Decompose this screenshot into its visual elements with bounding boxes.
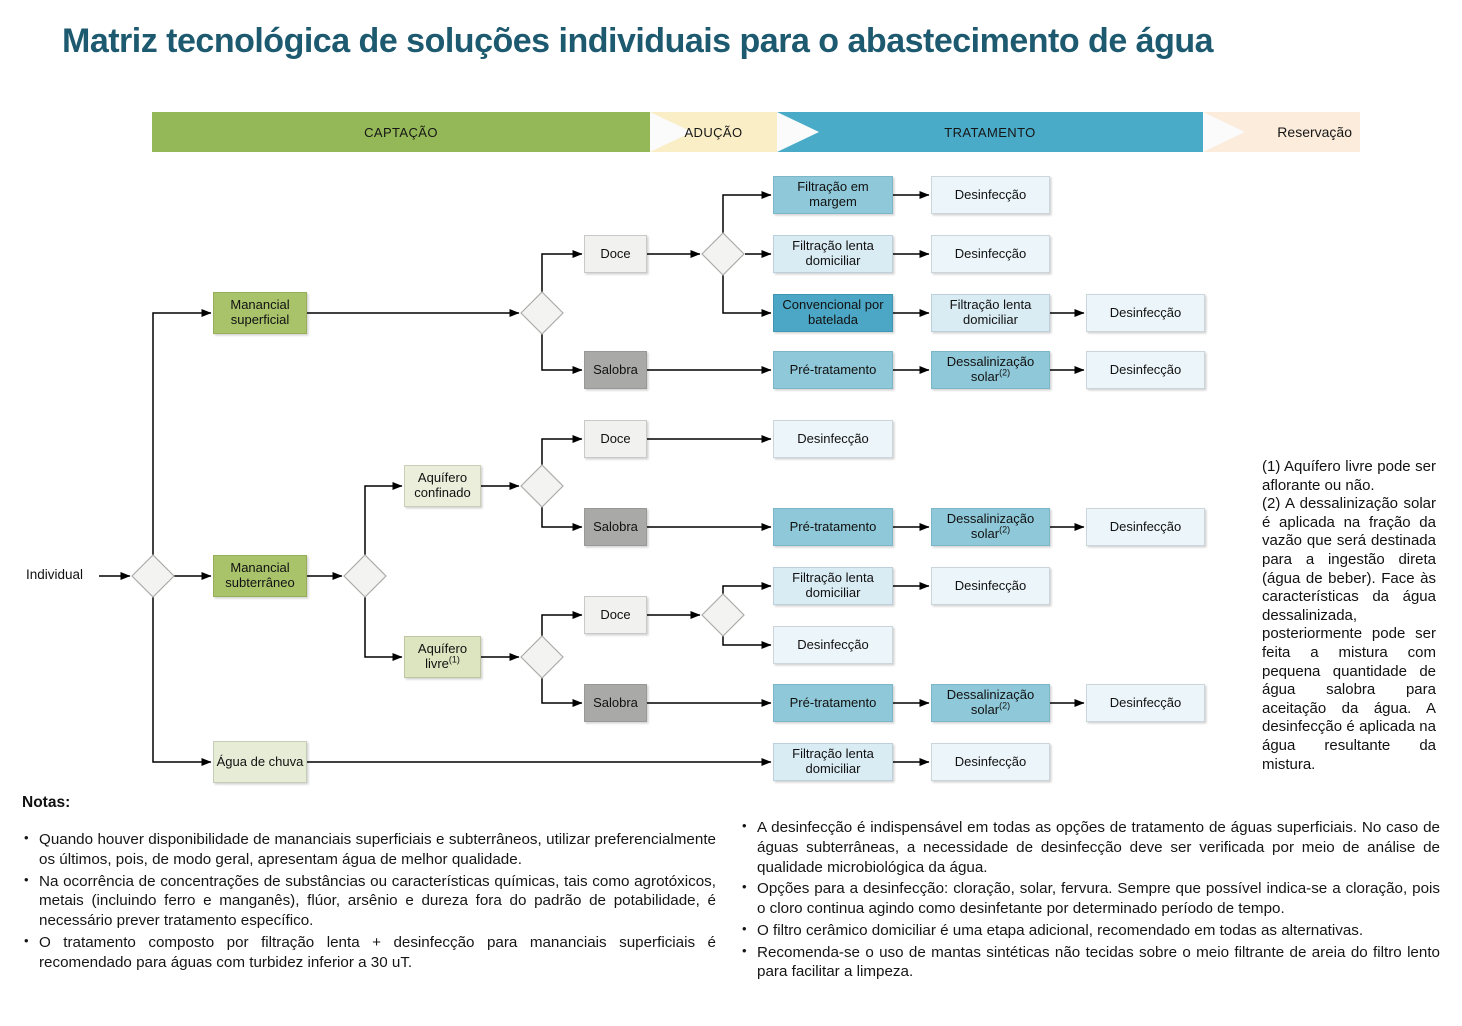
- notes-heading: Notas:: [22, 794, 71, 811]
- decision-diamond: [702, 233, 744, 275]
- node-doce: Doce: [584, 596, 647, 634]
- node-desinfeccao: Desinfecção: [931, 176, 1050, 214]
- node-aquifero-confinado: Aquífero confinado: [404, 465, 481, 507]
- decision-diamond: [702, 594, 744, 636]
- process-banner: [152, 112, 1360, 152]
- node-aquifero-livre: Aquífero livre$^{(1)}$: [404, 636, 481, 678]
- node-desinfeccao: Desinfecção: [931, 567, 1050, 605]
- banner-label-captacao: CAPTAÇÃO: [364, 124, 438, 140]
- node-filtracao-lenta-domiciliar: Filtração lenta domiciliar: [773, 743, 893, 781]
- node-convencional-por-batelada: Convencional por batelada: [773, 294, 893, 332]
- node-salobra: Salobra: [584, 684, 647, 722]
- note-item: • O filtro cerâmico domiciliar é uma etapa adicional, recomendado em todas as alternativas.: [740, 921, 1440, 941]
- start-label: Individual: [26, 567, 84, 582]
- node-manancial-superficial: Manancial superficial: [213, 292, 307, 334]
- note-item: • Quando houver disponibilidade de mananciais superficiais e subterrâneos, utilizar preferencialmente os últimos, pois, de modo geral, apresentam água de melhor qualidade.: [22, 830, 716, 870]
- footnote-1: (1) Aquífero livre pode ser aflorante ou não.: [1262, 458, 1436, 494]
- note-item: • Na ocorrência de concentrações de substâncias ou características químicas, tais como agrotóxicos, metais (incluindo ferro e manganês), flúor, arsênio e dureza fora do padrão de potabilidade, é necessário prever tratamento específico.: [22, 872, 716, 931]
- footnote-2: (2) A dessalinização solar é aplicada na fração da vazão que será destinada para a ingestão direta (água de beber). Face às características da água dessalinizada, posteriormente pode ser feita a mistura com pequena quantidade de água salobra para aceitação da água. A desinfecção é aplicada na água resultante da mistura.: [1262, 495, 1436, 773]
- node-desinfeccao: Desinfecção: [773, 626, 893, 664]
- note-item: • A desinfecção é indispensável em todas as opções de tratamento de águas superficiais. No caso de águas subterrâneas, a necessidade de desinfecção deve ser verificada por meio de análise de qualidade microbiológica da água.: [740, 818, 1440, 877]
- node-manancial-subterraneo: Manancial subterrâneo: [213, 555, 307, 597]
- node-desinfeccao: Desinfecção: [931, 743, 1050, 781]
- node-dessalinizacao-solar: Dessalinização solar$^{(2)}$: [931, 684, 1050, 722]
- node-pre-tratamento: Pré-tratamento: [773, 684, 893, 722]
- decision-diamond: [521, 636, 563, 678]
- node-filtracao-lenta-domiciliar: Filtração lenta domiciliar: [773, 567, 893, 605]
- node-dessalinizacao-solar: Dessalinização solar$^{(2)}$: [931, 508, 1050, 546]
- node-pre-tratamento: Pré-tratamento: [773, 508, 893, 546]
- notes-column-left: [22, 830, 716, 974]
- decision-diamond: [344, 555, 386, 597]
- decision-diamond: [521, 292, 563, 334]
- decision-diamond: [521, 465, 563, 507]
- node-filtracao-em-margem: Filtração em margem: [773, 176, 893, 214]
- node-desinfeccao: Desinfecção: [1086, 508, 1205, 546]
- node-agua-de-chuva: Água de chuva: [213, 741, 307, 783]
- page-title: Matriz tecnológica de soluções individuais para o abastecimento de água: [62, 22, 1214, 60]
- node-desinfeccao: Desinfecção: [1086, 351, 1205, 389]
- node-dessalinizacao-solar: Dessalinização solar$^{(2)}$: [931, 351, 1050, 389]
- decision-diamond: [132, 555, 174, 597]
- node-desinfeccao: Desinfecção: [1086, 684, 1205, 722]
- node-salobra: Salobra: [584, 351, 647, 389]
- note-item: • Recomenda-se o uso de mantas sintéticas não tecidas sobre o meio filtrante de areia do filtro lento para facilitar a limpeza.: [740, 943, 1440, 983]
- banner-label-reservacao: Reservação: [1277, 124, 1352, 140]
- node-doce: Doce: [584, 235, 647, 273]
- node-doce: Doce: [584, 420, 647, 458]
- banner-label-aducao: ADUÇÃO: [684, 124, 743, 140]
- node-desinfeccao: Desinfecção: [1086, 294, 1205, 332]
- node-filtracao-lenta-domiciliar: Filtração lenta domiciliar: [773, 235, 893, 273]
- notes-column-right: [740, 818, 1440, 984]
- node-filtracao-lenta-domiciliar: Filtração lenta domiciliar: [931, 294, 1050, 332]
- banner-label-tratamento: TRATAMENTO: [944, 124, 1036, 140]
- footnotes-panel: [1262, 458, 1436, 774]
- node-desinfeccao: Desinfecção: [773, 420, 893, 458]
- node-salobra: Salobra: [584, 508, 647, 546]
- node-desinfeccao: Desinfecção: [931, 235, 1050, 273]
- note-item: • Opções para a desinfecção: cloração, solar, fervura. Sempre que possível indica-se a cloração, pois o cloro continua agindo como desinfetante por determinado período de tempo.: [740, 879, 1440, 919]
- node-pre-tratamento: Pré-tratamento: [773, 351, 893, 389]
- note-item: • O tratamento composto por filtração lenta + desinfecção para mananciais superficiais é recomendado para águas com turbidez inferior a 30 uT.: [22, 933, 716, 973]
